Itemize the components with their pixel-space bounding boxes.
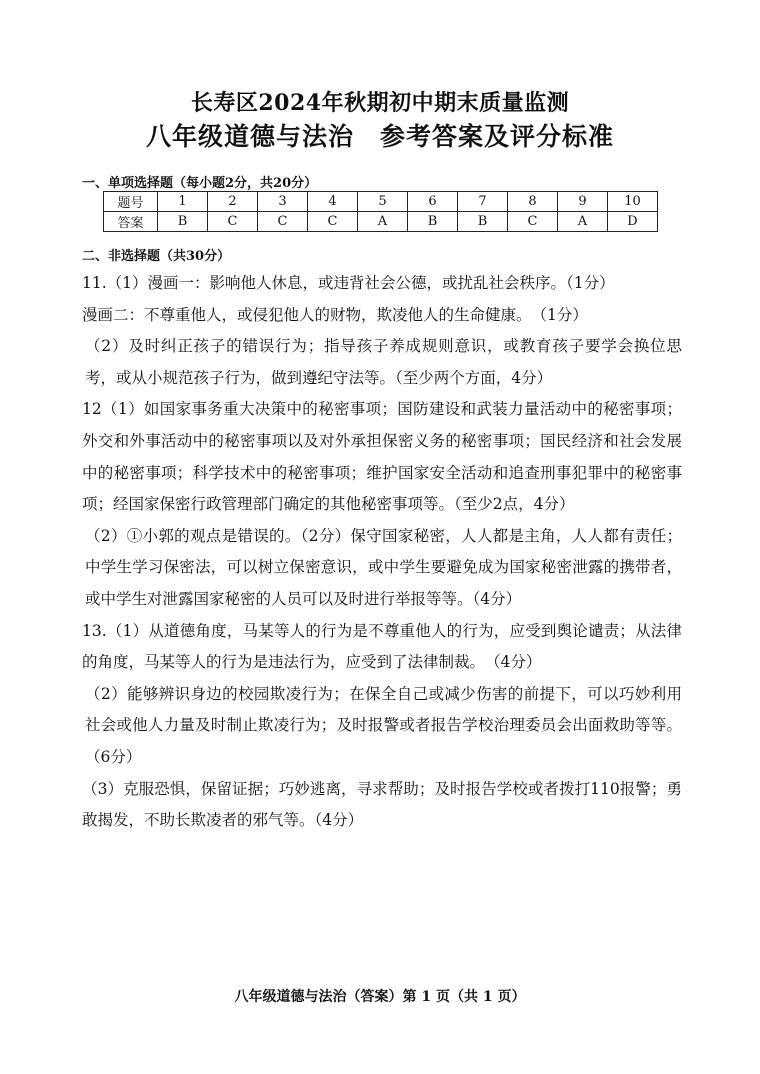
answer-cell: C bbox=[258, 212, 308, 232]
answer-paragraph-12-2: （2）①小郭的观点是错误的。（2分）保守国家秘密，人人都是主角，人人都有责任；中学生学习保密法，可以树立保密意识，或中学生要避免成为国家秘密泄露的携带者，或中学生对泄露国家秘密的人员可以及时进行举报等等。（4分） bbox=[85, 526, 682, 608]
answer-paragraph-11-2: （2）及时纠正孩子的错误行为；指导孩子养成规则意识，或教育孩子要学会换位思考，或从小规范孩子行为，做到遵纪守法等。（至少两个方面，4分） bbox=[85, 337, 682, 387]
question-number: 8 bbox=[508, 192, 558, 212]
answer-paragraph-11-1b: 漫画二：不尊重他人，或侵犯他人的财物，欺凌他人的生命健康。 （1分） bbox=[82, 305, 588, 324]
question-number: 6 bbox=[408, 192, 458, 212]
question-number: 4 bbox=[308, 192, 358, 212]
question-number-row bbox=[104, 192, 658, 212]
answer-cell: D bbox=[608, 212, 658, 232]
section1-heading: 一、单项选择题（每小题2分，共20分） bbox=[82, 176, 318, 191]
question-number: 2 bbox=[208, 192, 258, 212]
answer-table bbox=[103, 191, 658, 232]
page-footer: 八年级道德与法治（答案）第 1 页（共 1 页） bbox=[234, 989, 526, 1005]
row-label-numbers: 题号 bbox=[104, 192, 158, 212]
answer-key-title: 八年级道德与法治 参考答案及评分标准 bbox=[145, 122, 614, 151]
question-number: 1 bbox=[158, 192, 208, 212]
answer-row bbox=[104, 212, 658, 232]
question-number: 3 bbox=[258, 192, 308, 212]
answer-cell: C bbox=[208, 212, 258, 232]
question-number: 7 bbox=[458, 192, 508, 212]
answer-paragraph-13-1: 13.（1）从道德角度，马某等人的行为是不尊重他人的行为，应受到舆论谴责；从法律的角度，马某等人的行为是违法行为，应受到了法律制裁。 （4分） bbox=[82, 621, 682, 672]
answer-cell: B bbox=[158, 212, 208, 232]
answer-cell: B bbox=[458, 212, 508, 232]
answer-paragraph-11-1: 11.（1）漫画一：影响他人休息，或违背社会公德，或扰乱社会秩序。（1分） bbox=[82, 274, 615, 292]
question-number: 9 bbox=[558, 192, 608, 212]
answer-cell: A bbox=[558, 212, 608, 232]
answer-cell: C bbox=[308, 212, 358, 232]
section2-heading: 二、非选择题（共30分） bbox=[82, 249, 231, 264]
answer-paragraph-13-3: （3）克服恐惧，保留证据；巧妙逃离，寻求帮助；及时报告学校或者拨打110报警；勇敢揭发，不助长欺凌者的邪气等。（4分） bbox=[82, 779, 682, 830]
answer-cell: C bbox=[508, 212, 558, 232]
row-label-answers: 答案 bbox=[104, 212, 158, 232]
answer-cell: A bbox=[358, 212, 408, 232]
question-number: 5 bbox=[358, 192, 408, 212]
exam-title: 长寿区2024年秋期初中期末质量监测 bbox=[190, 90, 570, 116]
section2-body bbox=[82, 268, 682, 837]
answer-paragraph-13-2: （2）能够辨识身边的校园欺凌行为；在保全自己或减少伤害的前提下，可以巧妙利用社会或他人力量及时制止欺凌行为；及时报警或者报告学校治理委员会出面救助等等。（6分） bbox=[85, 684, 682, 766]
question-number: 10 bbox=[608, 192, 658, 212]
answer-paragraph-12-1: 12（1）如国家事务重大决策中的秘密事项；国防建设和武装力量活动中的秘密事项；外交和外事活动中的秘密事项以及对外承担保密义务的秘密事项；国民经济和社会发展中的秘密事项；科学技术中的秘密事项；维护国家安全活动和追查刑事犯罪中的秘密事项；经国家保密行政管理部门确定的其他秘密事项等。（至少2点，4分） bbox=[82, 400, 682, 514]
answer-cell: B bbox=[408, 212, 458, 232]
